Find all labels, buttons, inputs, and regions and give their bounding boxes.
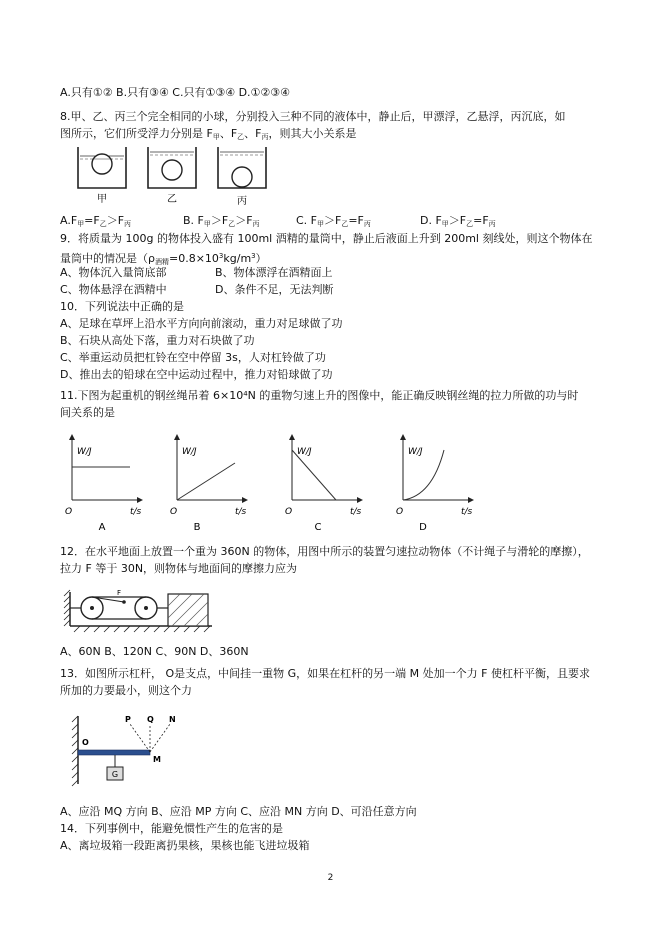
graph-c: [285, 435, 362, 533]
q9-option-c: C、物体悬浮在酒精中: [60, 283, 167, 296]
lever-weight-label: G: [111, 770, 119, 779]
graph-a-ylabel: W/J: [77, 447, 92, 457]
q11-graphs-figure: [60, 430, 480, 535]
q9-option-d: D、条件不足，无法判断: [215, 283, 334, 296]
graph-d-origin: O: [396, 507, 404, 517]
graph-d: [396, 435, 473, 533]
q13-stem-line1: 13．如图所示杠杆， O是支点，中间挂一重物 G，如果在杠杆的另一端 M 处加一个力 F 使杠杆平衡，且要求: [60, 667, 590, 680]
q8-option-d: D. $F_甲>F_乙=F_丙$: [420, 214, 496, 228]
graph-b-label: B: [193, 522, 201, 533]
q7-options: A.只有①② B.只有③④ C.只有①③④ D.①②③④: [60, 86, 290, 99]
q10-option-a: A、足球在草坪上沿水平方向向前滚动，重力对足球做了功: [60, 317, 343, 330]
q11-stem-line1: 11.下图为起重机的钢丝绳吊着 6×10⁴N 的重物匀速上升的图像中，能正确反映钢丝绳的拉力所做的功与时: [60, 389, 579, 402]
graph-a-xlabel: t/s: [130, 507, 142, 517]
graph-d-ylabel: W/J: [408, 447, 423, 457]
q13-options: A、应沿 MQ 方向 B、应沿 MP 方向 C、应沿 MN 方向 D、可沿任意方向: [60, 805, 417, 818]
q12-stem-line2: 拉力 F 等于 30N，则物体与地面间的摩擦力应为: [60, 562, 298, 575]
graph-c-label: C: [314, 522, 322, 533]
lever-p-label: P: [125, 715, 131, 724]
graph-a-origin: O: [65, 507, 73, 517]
lever-m-label: M: [153, 755, 161, 764]
q12-options: A、60N B、120N C、90N D、360N: [60, 645, 249, 658]
q13-lever-figure: [68, 712, 188, 792]
q8-option-a: $A.F_甲=F_乙>F_丙$: [60, 214, 132, 228]
q9-stem-line2: 量筒中的情况是$(\rho_{酒精}=0.8\times 10^3kg/m^3)$: [60, 252, 267, 266]
q8-beakers-figure: [70, 142, 270, 208]
graph-b: [170, 435, 247, 533]
q10-option-d: D、推出去的铅球在空中运动过程中，推力对铅球做了功: [60, 368, 333, 381]
q9-stem-line1: 9．将质量为 100g 的物体投入盛有 100ml 酒精的量筒中，静止后液面上升到 200ml 刻线处，则这个物体在: [60, 232, 593, 245]
lever-q-label: Q: [147, 715, 154, 724]
beaker-yi: [148, 147, 196, 205]
beaker-label-yi: 乙: [167, 194, 177, 205]
q8-option-c: C. $F_甲>F_乙=F_丙$: [296, 214, 371, 228]
lever-pivot-label: O: [82, 738, 89, 747]
q10-option-c: C、举重运动员把杠铃在空中停留 3s，人对杠铃做了功: [60, 351, 326, 364]
graph-c-ylabel: W/J: [297, 447, 312, 457]
graph-c-origin: O: [285, 507, 293, 517]
q14-stem: 14．下列事例中，能避免惯性产生的危害的是: [60, 822, 283, 835]
q12-stem-line1: 12．在水平地面上放置一个重为 360N 的物体，用图中所示的装置匀速拉动物体（不计绳子与滑轮的摩擦），: [60, 545, 589, 558]
graph-d-label: D: [419, 522, 427, 533]
page-number: 2: [327, 873, 334, 883]
graph-c-xlabel: t/s: [350, 507, 362, 517]
beaker-bing: [218, 147, 266, 207]
pulley-force-label: F: [117, 589, 122, 597]
q9-option-b: B、物体漂浮在酒精面上: [215, 266, 333, 279]
q8-option-b: B. $F_甲>F_乙>F_丙$: [183, 214, 260, 228]
graph-b-origin: O: [170, 507, 178, 517]
graph-a-label: A: [98, 522, 106, 533]
q8-stem-line1: 8.甲、乙、丙三个完全相同的小球，分别投入三种不同的液体中，静止后，甲漂浮，乙悬浮，丙沉底，如: [60, 110, 566, 123]
q10-option-b: B、石块从高处下落，重力对石块做了功: [60, 334, 255, 347]
q9-option-a: A、物体沉入量筒底部: [60, 266, 167, 279]
graph-a: [65, 435, 142, 533]
beaker-label-jia: 甲: [97, 194, 107, 205]
q8-stem-line2: 图所示，它们所受浮力分别是 $F_甲$、$F_乙$、$F_丙$，则其大小关系是: [60, 127, 357, 141]
lever-n-label: N: [169, 715, 176, 724]
graph-d-xlabel: t/s: [461, 507, 473, 517]
q12-pulley-figure: [62, 586, 217, 636]
graph-b-ylabel: W/J: [182, 447, 197, 457]
beaker-jia: [78, 147, 126, 205]
q11-stem-line2: 间关系的是: [60, 406, 115, 419]
graph-b-xlabel: t/s: [235, 507, 247, 517]
q13-stem-line2: 所加的力要最小，则这个力: [60, 684, 192, 697]
beaker-label-bing: 丙: [237, 196, 247, 207]
q14-option-a: A、离垃圾箱一段距离扔果核，果核也能飞进垃圾箱: [60, 839, 310, 852]
q10-stem: 10．下列说法中正确的是: [60, 300, 184, 313]
